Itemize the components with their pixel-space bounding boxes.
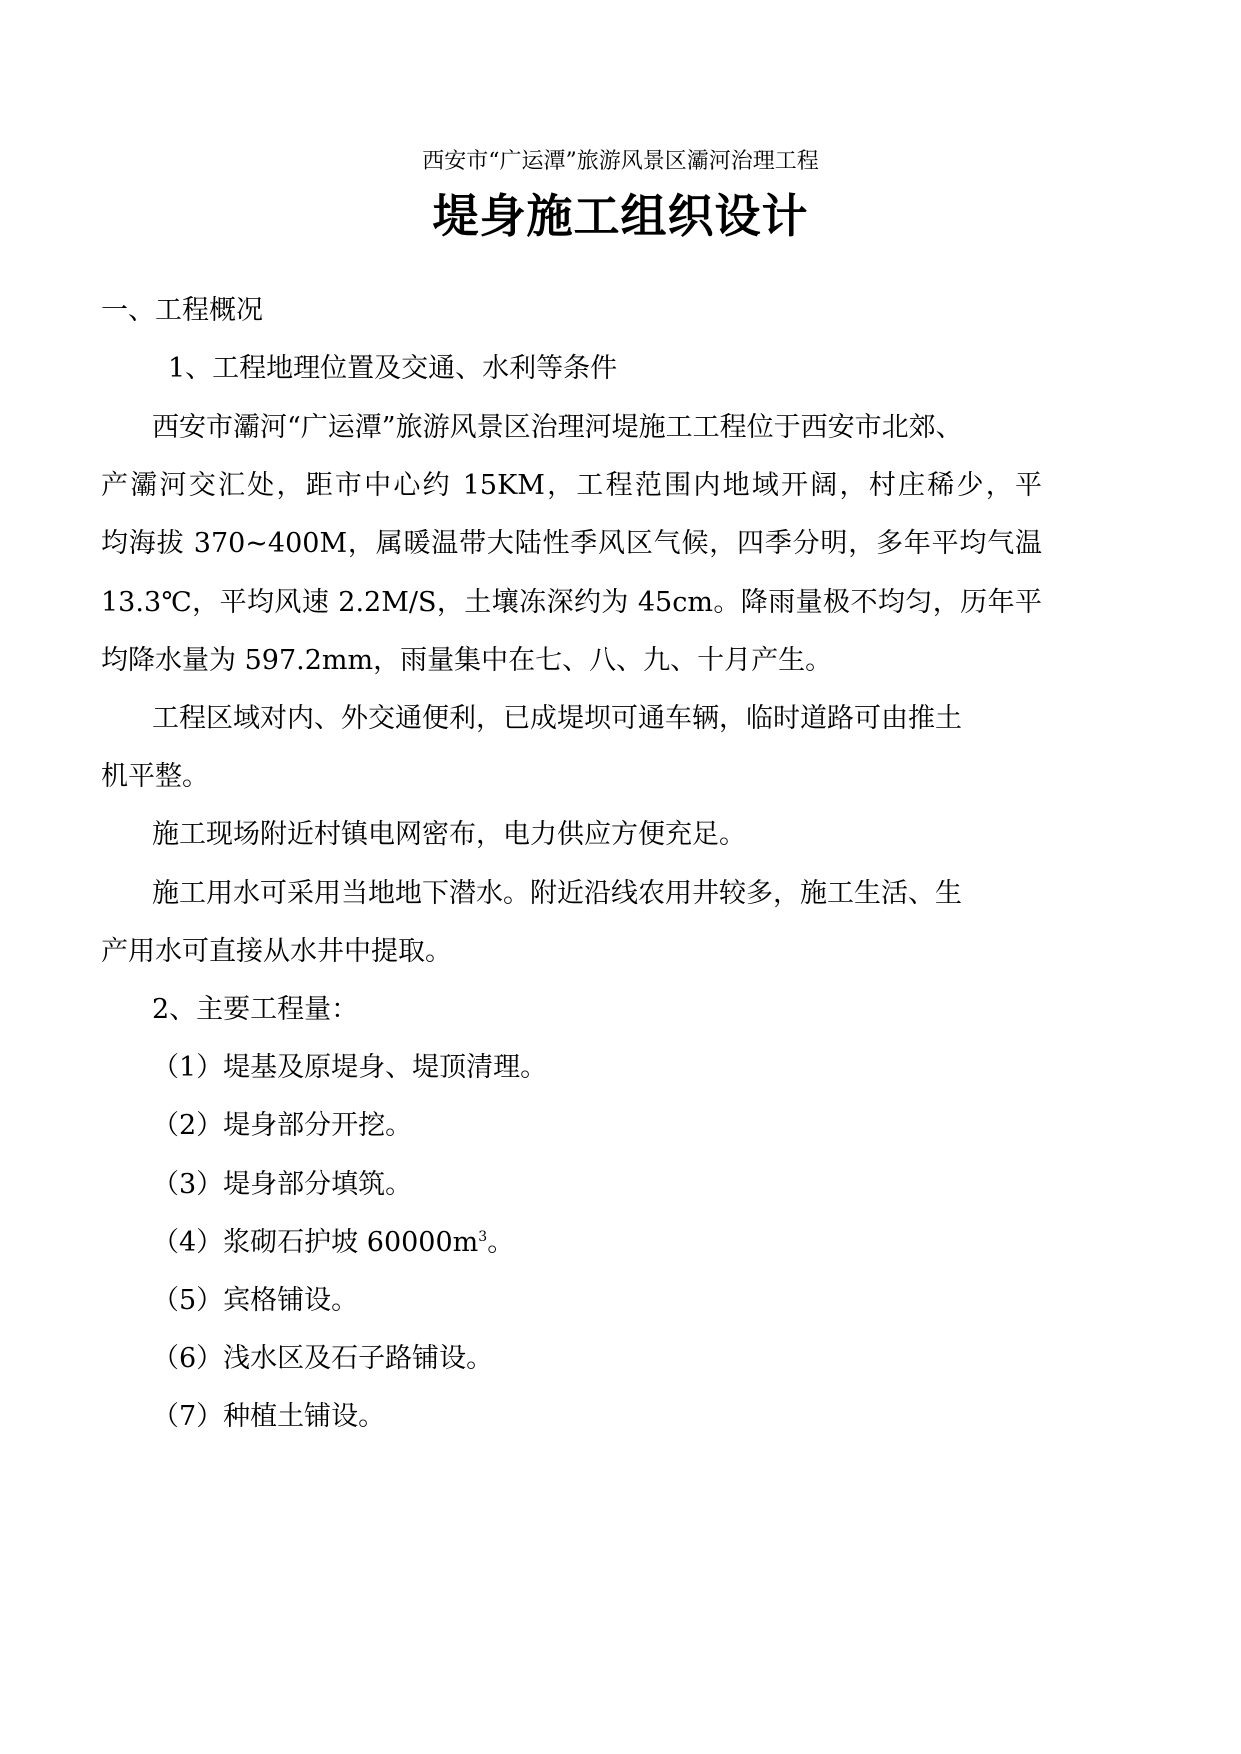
list-item: （6）浅水区及石子路铺设。 — [152, 1343, 494, 1374]
list-item-suffix: 。 — [487, 1227, 515, 1258]
paragraph-line: 产用水可直接从水井中提取。 — [101, 936, 452, 967]
list-item-text: （4）浆砌石护坡 60000m — [152, 1227, 479, 1258]
paragraph-line: 施工现场附近村镇电网密布，电力供应方便充足。 — [152, 819, 746, 850]
list-item: （2）堤身部分开挖。 — [152, 1110, 413, 1141]
list-item: （3）堤身部分填筑。 — [152, 1169, 413, 1200]
list-item: （7）种植土铺设。 — [152, 1401, 386, 1432]
paragraph-line: 均海拔 370~400M，属暖温带大陆性季风区气候，四季分明，多年平均气温 — [101, 528, 1042, 559]
list-item — [152, 1225, 514, 1261]
paragraph-line: 均降水量为 597.2mm，雨量集中在七、八、九、十月产生。 — [101, 645, 833, 676]
paragraph-line: 施工用水可采用当地地下潜水。附近沿线农用井较多，施工生活、生 — [152, 878, 962, 909]
section-heading-overview: 一、工程概况 — [101, 295, 263, 326]
superscript: 3 — [478, 1229, 488, 1245]
paragraph-line: 13.3℃，平均风速 2.2M/S，土壤冻深约为 45cm。降雨量极不均匀，历年平 — [101, 587, 1042, 618]
document-title: 堤身施工组织设计 — [432, 189, 809, 243]
subsection-heading-quantities: 2、主要工程量： — [152, 994, 359, 1025]
paragraph-line: 西安市灞河“广运潭”旅游风景区治理河堤施工工程位于西安市北郊、 — [152, 412, 963, 443]
paragraph-line: 机平整。 — [101, 761, 209, 792]
paragraph-line: 工程区域对内、外交通便利，已成堤坝可通车辆，临时道路可由推土 — [152, 703, 962, 734]
paragraph-line: 产灞河交汇处，距市中心约 15KM，工程范围内地域开阔，村庄稀少，平 — [101, 470, 1042, 501]
list-item: （1）堤基及原堤身、堤顶清理。 — [152, 1052, 548, 1083]
subsection-heading-location: 1、工程地理位置及交通、水利等条件 — [168, 353, 618, 384]
list-item: （5）宾格铺设。 — [152, 1285, 359, 1316]
document-subtitle: 西安市“广运潭”旅游风景区灞河治理工程 — [422, 149, 819, 174]
